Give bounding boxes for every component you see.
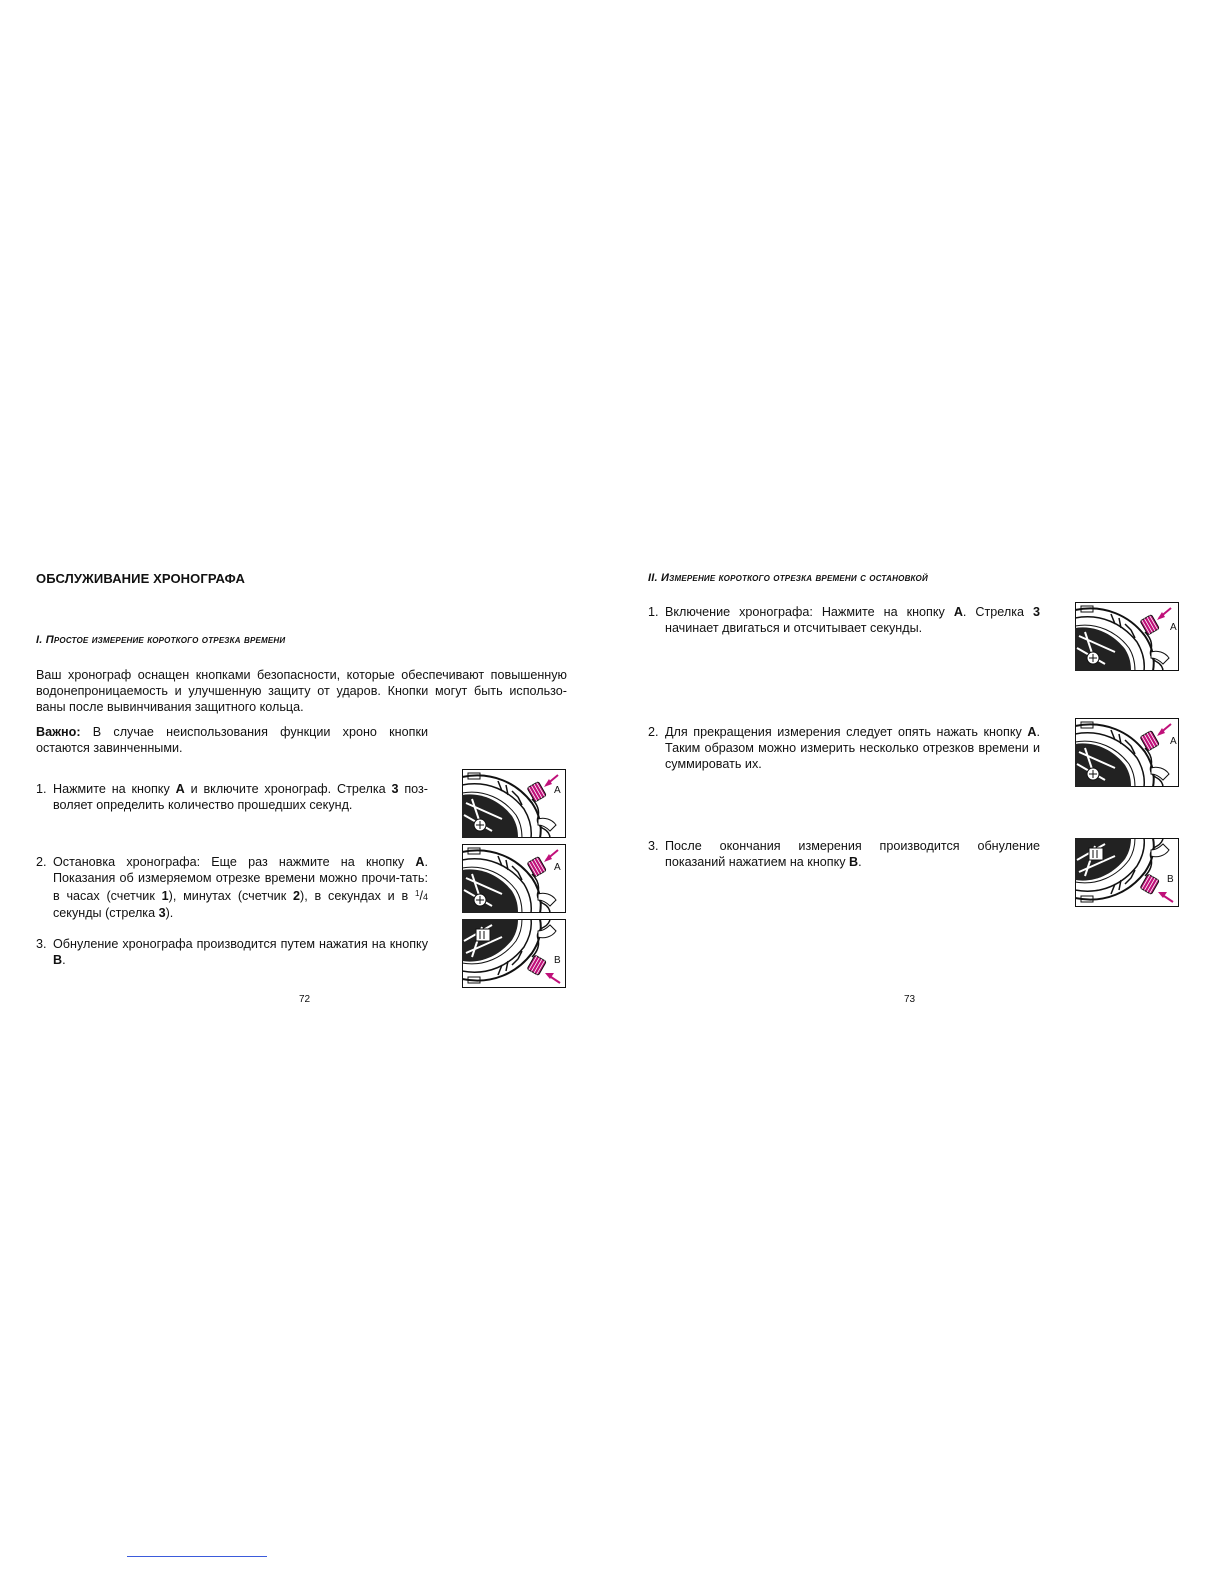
counter-2-ref: 2 <box>293 889 301 903</box>
fraction-slash: / <box>419 889 423 903</box>
button-b-ref: B <box>849 855 859 869</box>
watch-figure-3 <box>462 919 566 988</box>
intro-paragraph <box>36 667 567 715</box>
item-text: После окончания измерения производится обнуление показаний нажатием на кнопку B. <box>665 839 1040 869</box>
watch-figure-2 <box>462 844 566 913</box>
item-number: 2. <box>648 725 659 739</box>
item-text: Обнуление хронографа производится путем нажатия на кнопку B. <box>53 937 428 967</box>
section-title-2: II. Измерение короткого отрезка времени с остановкой <box>648 572 928 584</box>
watch-pusher-a-icon <box>462 769 566 838</box>
item-number: 3. <box>36 937 47 951</box>
figure-label-a: A <box>554 785 561 796</box>
important-note <box>36 724 428 756</box>
hand-3-ref: 3 <box>158 906 166 920</box>
button-a-ref: A <box>415 855 425 869</box>
counter-1-ref: 1 <box>161 889 169 903</box>
list-item <box>648 724 1040 772</box>
item-number: 2. <box>36 855 47 869</box>
right-page <box>612 0 1224 1584</box>
figure-label-b: B <box>1167 874 1174 885</box>
button-a-ref: A <box>175 782 185 796</box>
section-title-1: I. Простое измерение короткого отрезка времени <box>36 634 286 646</box>
figure-label-a: A <box>1170 736 1177 747</box>
important-label: Важно: <box>36 725 81 739</box>
watch-figure-2 <box>1075 718 1179 787</box>
item-text: Нажмите на кнопку A и включите хронограф. Стрелка 3 поз-воляет определить количество прошедших секунд. <box>53 782 428 812</box>
footer-link-underline <box>127 1556 267 1557</box>
watch-pusher-a-icon <box>1075 718 1179 787</box>
item-number: 1. <box>648 605 659 619</box>
button-a-ref: A <box>953 605 963 619</box>
watch-pusher-a-icon <box>1075 602 1179 671</box>
button-a-ref: A <box>1027 725 1037 739</box>
list-item <box>36 854 428 921</box>
list-item <box>648 838 1040 870</box>
intro-text: Ваш хронограф оснащен кнопками безопасности, которые обеспечивают повышенную водонепроницаемость и улучшенную защиту от ударов. Кнопки могут быть использо-ваны после вывинчивания защитного кольца. <box>36 668 567 714</box>
list-item <box>648 604 1040 636</box>
item-text: Остановка хронографа: Еще раз нажмите на кнопку A. Показания об измеряемом отрезке времени можно прочи-тать: в часах (счетчик 1), минутах (счетчик 2), в секундах и в $^1$/4 секунды (стрелка 3). <box>53 855 428 920</box>
watch-figure-3 <box>1075 838 1179 907</box>
fraction-numerator: 1 <box>415 889 420 898</box>
figure-label-b: B <box>554 955 561 966</box>
hand-3-ref: 3 <box>391 782 399 796</box>
watch-pusher-a-icon <box>462 844 566 913</box>
watch-pusher-b-icon <box>1075 838 1179 907</box>
button-b-ref: B <box>53 953 63 967</box>
list-item <box>36 936 428 968</box>
figure-label-a: A <box>1170 622 1177 633</box>
item-number: 1. <box>36 782 47 796</box>
fraction-denominator: 4 <box>422 892 428 902</box>
page-number: 72 <box>299 994 311 1005</box>
page-number: 73 <box>904 994 916 1005</box>
item-number: 3. <box>648 839 659 853</box>
watch-figure-1 <box>462 769 566 838</box>
page-title: ОБСЛУЖИВАНИЕ ХРОНОГРАФА <box>36 571 245 586</box>
item-text: Включение хронографа: Нажмите на кнопку A. Стрелка 3 начинает двигаться и отсчитывает секунды. <box>665 605 1040 635</box>
watch-figure-1 <box>1075 602 1179 671</box>
item-text: Для прекращения измерения следует опять нажать кнопку A. Таким образом можно измерить несколько отрезков времени и суммировать их. <box>665 725 1040 771</box>
hand-3-ref: 3 <box>1032 605 1040 619</box>
list-item <box>36 781 428 813</box>
figure-label-a: A <box>554 862 561 873</box>
important-text: В случае неиспользования функции хроно кнопки остаются завинченными. <box>36 725 428 755</box>
watch-pusher-b-icon <box>462 919 566 988</box>
